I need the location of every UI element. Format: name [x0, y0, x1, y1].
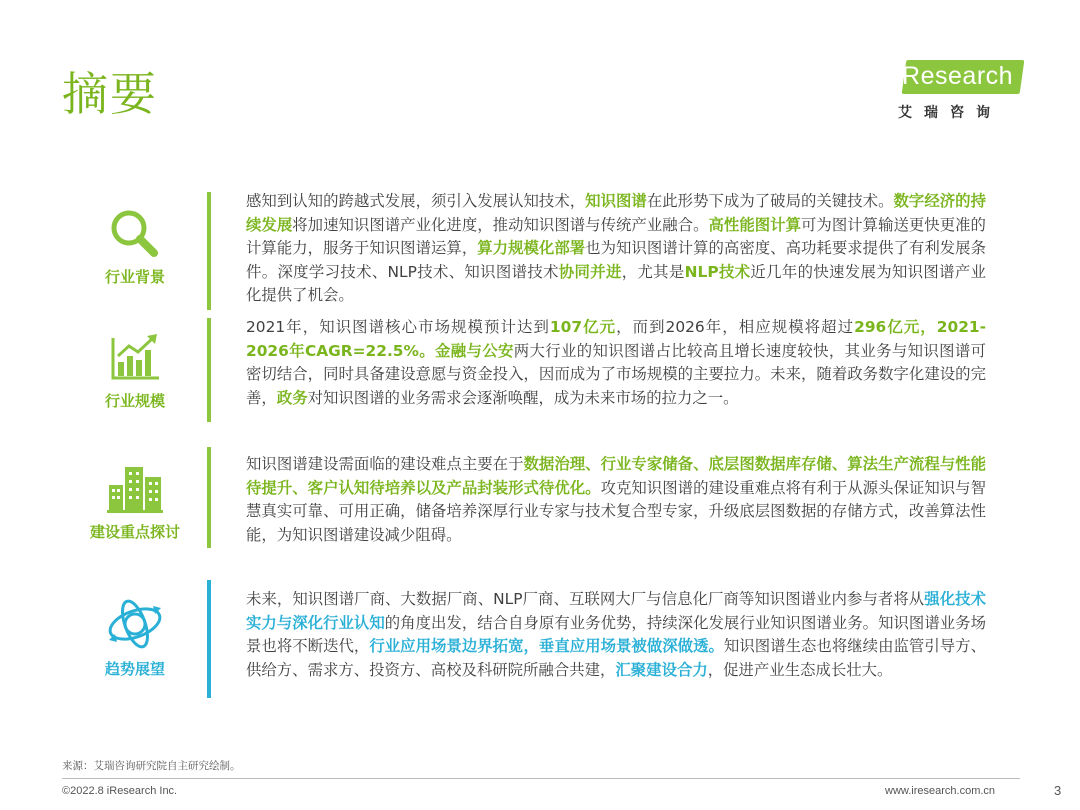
- section-icon-area: [80, 332, 190, 411]
- section-text: [246, 588, 986, 682]
- highlight-text: 数字经济的持续发展: [246, 192, 986, 234]
- highlight-text: 296亿元，2021-2026年CAGR=22.5%。金融与公安: [246, 318, 986, 360]
- highlight-text: NLP技术: [684, 262, 751, 281]
- highlight-text: 算力规模化部署: [477, 239, 586, 257]
- logo-subtitle: 艾瑞咨询: [898, 105, 1002, 121]
- section-divider: [207, 192, 211, 310]
- section-label: 建设重点探讨: [89, 523, 180, 541]
- section-text: [246, 316, 986, 410]
- section-icon-area: [80, 459, 190, 542]
- section-text: [246, 453, 986, 547]
- growth-chart-icon: [107, 332, 163, 384]
- body-text: 两大行业的知识图谱占比较高且增长速度较快，其业务与知识图谱可密切结合，同时具备建设意愿与资金投入，因而成为了市场规模的主要拉力。未来，随着政务数字化建设的完善，: [246, 341, 986, 407]
- section-label: 行业背景: [104, 268, 165, 286]
- logo-wordmark: iResearch: [896, 62, 1014, 90]
- section-icon-area: [80, 206, 190, 287]
- magnifier-icon: [105, 206, 165, 260]
- section-divider: [207, 318, 211, 422]
- highlight-text: 行业应用场景边界拓宽，垂直应用场景被做深做透。: [369, 637, 724, 655]
- body-text: 知识图谱建设需面临的建设难点主要在于: [246, 455, 524, 473]
- body-text: 感知到认知的跨越式发展，须引入发展认知技术，: [246, 192, 586, 210]
- body-text: 在此形势下成为了破局的关键技术。: [646, 192, 894, 210]
- page-title: 摘要: [62, 67, 158, 121]
- highlight-text: 107亿元: [549, 318, 617, 336]
- globe-arrows-icon: [105, 596, 165, 652]
- body-text: 知识图谱生态也将继续由监管引导方、供给方、需求方、投资方、高校及科研院所融合共建，: [246, 637, 986, 679]
- section-label: 行业规模: [104, 392, 165, 410]
- body-text: 2021年，知识图谱核心市场规模预计达到: [246, 318, 550, 336]
- iresearch-logo: [892, 60, 1032, 130]
- highlight-text: 政务: [276, 388, 308, 407]
- footer-divider: [62, 778, 1020, 779]
- section-text: [246, 190, 986, 308]
- copyright: ©2022.8 iResearch Inc.: [62, 785, 178, 797]
- body-text: 未来，知识图谱厂商、大数据厂商、NLP厂商、互联网大厂与信息化厂商等知识图谱业内参与者将从: [246, 590, 925, 608]
- body-text: 对知识图谱的业务需求会逐渐唤醒，成为未来市场的拉力之一。: [307, 388, 739, 407]
- section-divider: [207, 447, 211, 548]
- body-text: 的角度出发，结合自身原有业务优势，持续深化发展行业知识图谱业务。知识图谱业务场景也将不断迭代，: [246, 613, 986, 655]
- highlight-text: 数据治理、行业专家储备、底层图数据库存储、算法生产流程与性能待提升、客户认知待培养以及产品封装形式待优化。: [246, 455, 986, 497]
- body-text: ，促进产业生态成长壮大。: [707, 660, 893, 679]
- section-label: 趋势展望: [104, 660, 165, 678]
- source-note: 来源：艾瑞咨询研究院自主研究绘制。: [62, 760, 241, 772]
- body-text: 攻克知识图谱的建设重难点将有利于从源头保证知识与智慧真实可靠、可用正确，储备培养深厚行业专家与技术复合型专家，升级底层图数据的存储方式，改善算法性能，为知识图谱建设减少阻碍。: [246, 478, 986, 544]
- page-number: 3: [1054, 783, 1062, 798]
- website-link[interactable]: www.iresearch.com.cn: [885, 785, 996, 797]
- body-text: 将加速知识图谱产业化进度，推动知识图谱与传统产业融合。: [292, 215, 709, 234]
- highlight-text: 知识图谱: [585, 192, 647, 210]
- body-text: ，而到2026年，相应规模将超过: [616, 318, 855, 336]
- buildings-icon: [105, 459, 165, 515]
- highlight-text: 汇聚建设合力: [615, 660, 708, 679]
- highlight-text: 高性能图计算: [708, 215, 801, 234]
- highlight-text: 强化技术实力与深化行业认知: [246, 590, 986, 632]
- body-text: ，尤其是: [621, 262, 685, 281]
- highlight-text: 协同并进: [558, 262, 622, 281]
- body-text: 可为图计算输送更快更准的计算能力，服务于知识图谱运算，: [246, 215, 986, 257]
- body-text: 近几年的快速发展为知识图谱产业化提供了机会。: [246, 262, 986, 304]
- body-text: 也为知识图谱计算的高密度、高功耗要求提供了有利发展条件。深度学习技术、NLP技术、知识图谱技术: [246, 239, 986, 281]
- section-icon-area: [80, 596, 190, 679]
- section-divider: [207, 580, 211, 698]
